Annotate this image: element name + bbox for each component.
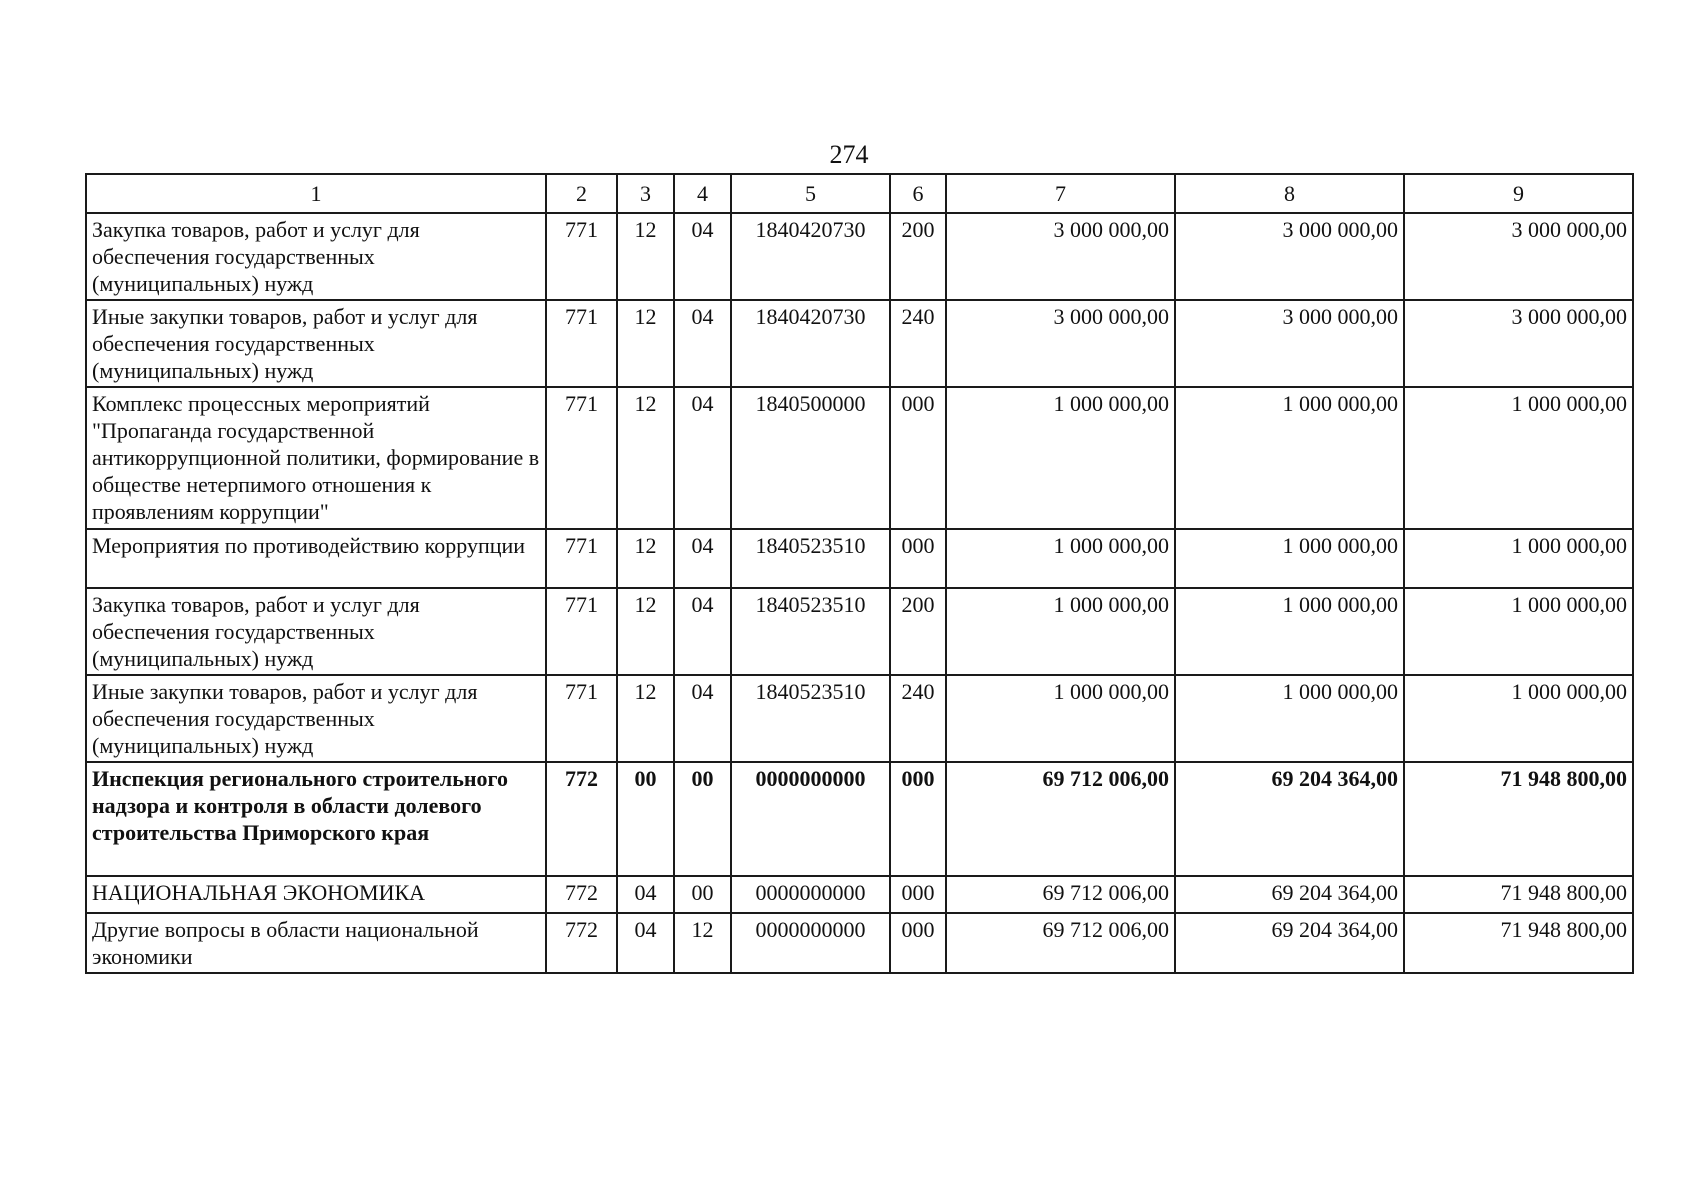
section-code: 12 [617, 529, 674, 588]
target-article-code: 1840523510 [731, 529, 890, 588]
budget-table [85, 173, 1634, 974]
expense-type-code: 200 [890, 213, 946, 300]
expense-type-code: 000 [890, 762, 946, 876]
target-article-code: 0000000000 [731, 876, 890, 913]
amount-col-7: 1 000 000,00 [946, 675, 1175, 762]
row-description: Другие вопросы в области национальной экономики [86, 913, 546, 973]
section-code: 00 [617, 762, 674, 876]
section-code: 12 [617, 675, 674, 762]
amount-col-9: 3 000 000,00 [1404, 213, 1633, 300]
table-row [86, 387, 1633, 529]
subsection-code: 04 [674, 300, 731, 387]
amount-col-7: 69 712 006,00 [946, 876, 1175, 913]
target-article-code: 1840420730 [731, 213, 890, 300]
section-code: 12 [617, 588, 674, 675]
ministry-code: 771 [546, 387, 617, 529]
target-article-code: 1840523510 [731, 588, 890, 675]
section-code: 04 [617, 876, 674, 913]
target-article-code: 1840523510 [731, 675, 890, 762]
target-article-code: 1840500000 [731, 387, 890, 529]
column-header: 4 [674, 174, 731, 213]
table-row [86, 529, 1633, 588]
ministry-code: 771 [546, 588, 617, 675]
amount-col-9: 1 000 000,00 [1404, 588, 1633, 675]
page-number: 274 [829, 140, 869, 169]
amount-col-8: 69 204 364,00 [1175, 913, 1404, 973]
table-row [86, 300, 1633, 387]
table-row [86, 876, 1633, 913]
subsection-code: 00 [674, 762, 731, 876]
section-code: 12 [617, 387, 674, 529]
column-header: 1 [86, 174, 546, 213]
amount-col-7: 69 712 006,00 [946, 762, 1175, 876]
amount-col-8: 1 000 000,00 [1175, 387, 1404, 529]
amount-col-8: 3 000 000,00 [1175, 213, 1404, 300]
amount-col-8: 3 000 000,00 [1175, 300, 1404, 387]
ministry-code: 771 [546, 300, 617, 387]
ministry-code: 772 [546, 913, 617, 973]
subsection-code: 04 [674, 675, 731, 762]
subsection-code: 04 [674, 213, 731, 300]
table-row [86, 913, 1633, 973]
row-description: Закупка товаров, работ и услуг для обеспечения государственных (муниципальных) нужд [86, 588, 546, 675]
section-code: 12 [617, 300, 674, 387]
amount-col-7: 1 000 000,00 [946, 387, 1175, 529]
expense-type-code: 000 [890, 876, 946, 913]
amount-col-8: 1 000 000,00 [1175, 675, 1404, 762]
expense-type-code: 000 [890, 387, 946, 529]
ministry-code: 771 [546, 675, 617, 762]
amount-col-9: 71 948 800,00 [1404, 876, 1633, 913]
row-description: Инспекция регионального строительного надзора и контроля в области долевого строительства Приморского края [86, 762, 546, 876]
target-article-code: 0000000000 [731, 913, 890, 973]
target-article-code: 1840420730 [731, 300, 890, 387]
expense-type-code: 200 [890, 588, 946, 675]
row-description: НАЦИОНАЛЬНАЯ ЭКОНОМИКА [86, 876, 546, 913]
row-description: Комплекс процессных мероприятий "Пропаганда государственной антикоррупционной политики, формирование в обществе нетерпимого отношения к проявлениям коррупции" [86, 387, 546, 529]
subsection-code: 04 [674, 588, 731, 675]
column-header: 2 [546, 174, 617, 213]
amount-col-7: 1 000 000,00 [946, 588, 1175, 675]
amount-col-9: 1 000 000,00 [1404, 387, 1633, 529]
row-description: Закупка товаров, работ и услуг для обеспечения государственных (муниципальных) нужд [86, 213, 546, 300]
expense-type-code: 240 [890, 300, 946, 387]
column-header: 8 [1175, 174, 1404, 213]
column-number-row [86, 174, 1633, 213]
subsection-code: 00 [674, 876, 731, 913]
row-description: Иные закупки товаров, работ и услуг для обеспечения государственных (муниципальных) нужд [86, 675, 546, 762]
amount-col-7: 1 000 000,00 [946, 529, 1175, 588]
subsection-code: 12 [674, 913, 731, 973]
subsection-code: 04 [674, 529, 731, 588]
expense-type-code: 000 [890, 913, 946, 973]
amount-col-8: 69 204 364,00 [1175, 762, 1404, 876]
column-header: 9 [1404, 174, 1633, 213]
target-article-code: 0000000000 [731, 762, 890, 876]
ministry-code: 772 [546, 762, 617, 876]
subsection-code: 04 [674, 387, 731, 529]
amount-col-7: 3 000 000,00 [946, 213, 1175, 300]
amount-col-9: 71 948 800,00 [1404, 913, 1633, 973]
expense-type-code: 000 [890, 529, 946, 588]
amount-col-8: 1 000 000,00 [1175, 588, 1404, 675]
amount-col-7: 3 000 000,00 [946, 300, 1175, 387]
amount-col-9: 71 948 800,00 [1404, 762, 1633, 876]
amount-col-9: 1 000 000,00 [1404, 529, 1633, 588]
column-header: 3 [617, 174, 674, 213]
ministry-code: 771 [546, 529, 617, 588]
column-header: 6 [890, 174, 946, 213]
table-row-bold [86, 762, 1633, 876]
table-row [86, 588, 1633, 675]
amount-col-9: 1 000 000,00 [1404, 675, 1633, 762]
amount-col-7: 69 712 006,00 [946, 913, 1175, 973]
section-code: 12 [617, 213, 674, 300]
row-description: Мероприятия по противодействию коррупции [86, 529, 546, 588]
ministry-code: 771 [546, 213, 617, 300]
row-description: Иные закупки товаров, работ и услуг для обеспечения государственных (муниципальных) нужд [86, 300, 546, 387]
expense-type-code: 240 [890, 675, 946, 762]
section-code: 04 [617, 913, 674, 973]
amount-col-8: 1 000 000,00 [1175, 529, 1404, 588]
column-header: 7 [946, 174, 1175, 213]
column-header: 5 [731, 174, 890, 213]
ministry-code: 772 [546, 876, 617, 913]
amount-col-8: 69 204 364,00 [1175, 876, 1404, 913]
table-row [86, 213, 1633, 300]
amount-col-9: 3 000 000,00 [1404, 300, 1633, 387]
table-row [86, 675, 1633, 762]
